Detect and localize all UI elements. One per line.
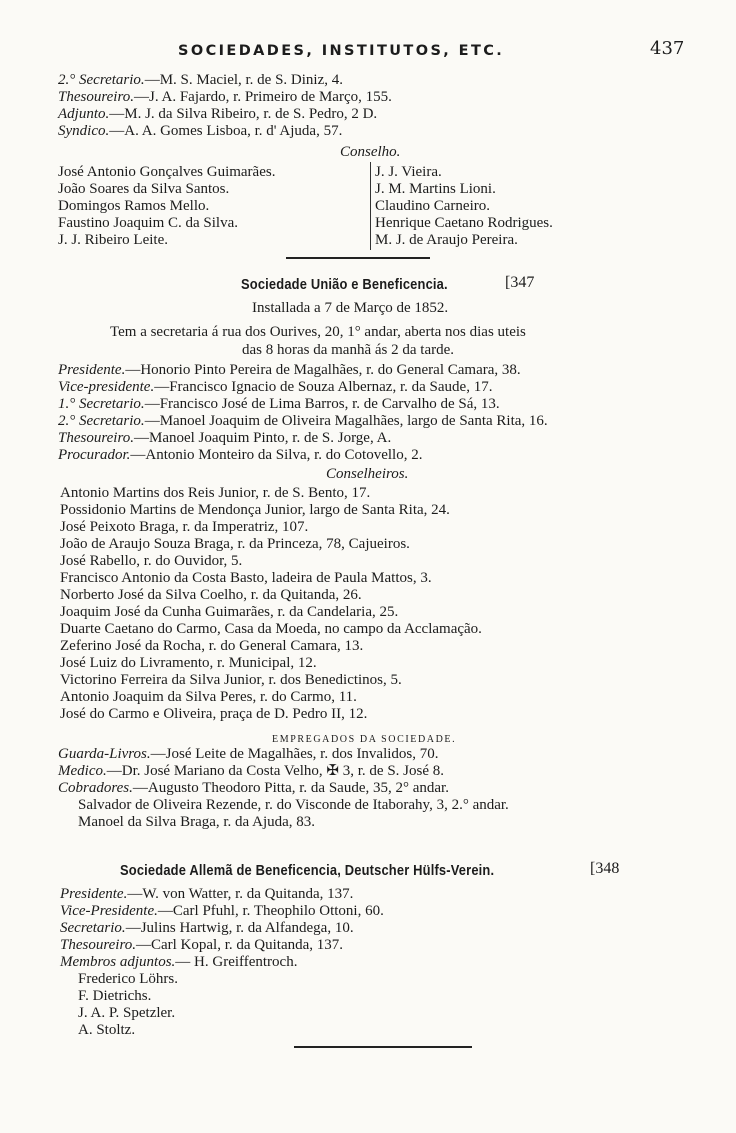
officer-role: Vice-Presidente. <box>60 903 158 919</box>
officer-role: Vice-presidente. <box>58 379 155 395</box>
officer-line <box>60 920 354 937</box>
officer-line <box>58 362 521 379</box>
council-member: Domingos Ramos Mello. <box>58 198 210 214</box>
officer-role: Thesoureiro. <box>60 937 136 953</box>
councillors-heading: Conselheiros. <box>326 466 409 482</box>
page-header <box>0 40 736 68</box>
employees-heading: EMPREGADOS DA SOCIEDADE. <box>272 734 457 745</box>
council-member: Henrique Caetano Rodrigues. <box>375 215 553 231</box>
officer-line <box>58 72 343 89</box>
council-member: Faustino Joaquim C. da Silva. <box>58 215 238 231</box>
officer-line <box>58 396 500 413</box>
officer-line <box>58 123 342 140</box>
councillor: João de Araujo Souza Braga, r. da Princeza, 78, Cajueiros. <box>60 536 410 552</box>
employee-line <box>58 746 439 763</box>
member: F. Dietrichs. <box>78 988 152 1004</box>
councillor: Antonio Joaquim da Silva Peres, r. do Carmo, 11. <box>60 689 357 705</box>
officer-line <box>58 379 492 396</box>
officer-text: —W. von Watter, r. da Quitanda, 137. <box>127 886 354 902</box>
collector: Salvador de Oliveira Rezende, r. do Visconde de Itaborahy, 3, 2.° andar. <box>78 797 509 813</box>
officer-line <box>60 903 384 920</box>
council-member: M. J. de Araujo Pereira. <box>375 232 518 248</box>
officer-role: 1.° Secretario. <box>58 396 145 412</box>
section-number: [347 <box>505 274 535 291</box>
officer-line <box>58 413 548 430</box>
councillor: Possidonio Martins de Mendonça Junior, largo de Santa Rita, 24. <box>60 502 450 518</box>
officer-text: —Antonio Monteiro da Silva, r. do Cotovello, 2. <box>130 447 423 463</box>
officer-text: —Francisco Ignacio de Souza Albernaz, r. da Saude, 17. <box>154 379 493 395</box>
council-member: J. J. Ribeiro Leite. <box>58 232 168 248</box>
officer-text: —Francisco José de Lima Barros, r. de Carvalho de Sá, 13. <box>144 396 500 412</box>
officer-line <box>58 447 422 464</box>
secretary-info: Tem a secretaria á rua dos Ourives, 20, 1° andar, aberta nos dias uteis <box>110 324 526 340</box>
employee-text: —Augusto Theodoro Pitta, r. da Saude, 35, 2° andar. <box>132 780 449 796</box>
officer-role: Procurador. <box>58 447 131 463</box>
employee-line <box>58 763 444 780</box>
officer-line <box>58 89 392 106</box>
running-title: SOCIEDADES, INSTITUTOS, ETC. <box>178 43 505 59</box>
member: J. A. P. Spetzler. <box>78 1005 176 1021</box>
council-member: José Antonio Gonçalves Guimarães. <box>58 164 276 180</box>
officer-role: Presidente. <box>58 362 126 378</box>
councillor: José Peixoto Braga, r. da Imperatriz, 107. <box>60 519 309 535</box>
councillor: Joaquim José da Cunha Guimarães, r. da Candelaria, 25. <box>60 604 399 620</box>
officer-role: 2.° Secretario. <box>58 413 145 429</box>
member: A. Stoltz. <box>78 1022 136 1038</box>
officer-role: Syndico. <box>58 123 110 139</box>
officer-role: Thesoureiro. <box>58 89 134 105</box>
councillor: José do Carmo e Oliveira, praça de D. Pedro II, 12. <box>60 706 368 722</box>
council-member: Claudino Carneiro. <box>375 198 490 214</box>
employee-line <box>58 780 449 797</box>
councillor: Victorino Ferreira da Silva Junior, r. dos Benedictinos, 5. <box>60 672 402 688</box>
collector: Manoel da Silva Braga, r. da Ajuda, 83. <box>78 814 316 830</box>
section-title: Sociedade União e Beneficencia. <box>241 276 448 293</box>
section-title: Sociedade Allemã de Beneficencia, Deutscher Hülfs-Verein. <box>120 862 495 879</box>
officer-text: —Carl Pfuhl, r. Theophilo Ottoni, 60. <box>157 903 384 919</box>
officer-text: —Julins Hartwig, r. da Alfandega, 10. <box>125 920 354 936</box>
officer-text: —A. A. Gomes Lisboa, r. d' Ajuda, 57. <box>109 123 343 139</box>
councillor: José Rabello, r. do Ouvidor, 5. <box>60 553 243 569</box>
column-divider <box>370 162 371 250</box>
council-member: João Soares da Silva Santos. <box>58 181 230 197</box>
page-number: 437 <box>650 38 685 59</box>
member: Frederico Löhrs. <box>78 971 178 987</box>
officer-text: —M. S. Maciel, r. de S. Diniz, 4. <box>144 72 344 88</box>
employee-text: —José Leite de Magalhães, r. dos Invalidos, 70. <box>150 746 439 762</box>
officer-text: —M. J. da Silva Ribeiro, r. de S. Pedro, 2 D. <box>109 106 378 122</box>
councillor: Francisco Antonio da Costa Basto, ladeira de Paula Mattos, 3. <box>60 570 432 586</box>
officer-role: Adjunto. <box>58 106 110 122</box>
officer-text: —J. A. Fajardo, r. Primeiro de Março, 155. <box>133 89 392 105</box>
officer-role: 2.° Secretario. <box>58 72 145 88</box>
secretary-hours: das 8 horas da manhã ás 2 da tarde. <box>242 342 455 358</box>
section-divider <box>286 257 430 259</box>
officer-role: Thesoureiro. <box>58 430 134 446</box>
officer-text: —Manoel Joaquim de Oliveira Magalhães, largo de Santa Rita, 16. <box>144 413 548 429</box>
section-divider <box>294 1046 472 1048</box>
councillor: Zeferino José da Rocha, r. do General Camara, 13. <box>60 638 364 654</box>
officer-role: Membros adjuntos. <box>60 954 176 970</box>
council-member: J. M. Martins Lioni. <box>375 181 496 197</box>
council-member: J. J. Vieira. <box>375 164 442 180</box>
councillor: José Luiz do Livramento, r. Municipal, 12. <box>60 655 317 671</box>
councillor: Norberto José da Silva Coelho, r. da Quitanda, 26. <box>60 587 362 603</box>
employee-role: Guarda-Livros. <box>58 746 151 762</box>
officer-text: —Manoel Joaquim Pinto, r. de S. Jorge, A. <box>133 430 392 446</box>
officer-text: —Carl Kopal, r. da Quitanda, 137. <box>135 937 344 953</box>
employee-role: Medico. <box>58 763 107 779</box>
officer-line <box>58 106 377 123</box>
officer-line <box>60 937 343 954</box>
section-number: [348 <box>590 860 620 877</box>
officer-line <box>58 430 391 447</box>
officer-role: Presidente. <box>60 886 128 902</box>
officer-line <box>60 954 297 971</box>
officer-text: —Honorio Pinto Pereira de Magalhães, r. do General Camara, 38. <box>125 362 521 378</box>
employee-text: —Dr. José Mariano da Costa Velho, ✠ 3, r. de S. José 8. <box>106 763 444 779</box>
installed-date: Installada a 7 de Março de 1852. <box>252 300 449 316</box>
councillor: Duarte Caetano do Carmo, Casa da Moeda, no campo da Acclamação. <box>60 621 482 637</box>
councillor: Antonio Martins dos Reis Junior, r. de S. Bento, 17. <box>60 485 371 501</box>
officer-text: — H. Greiffentroch. <box>175 954 298 970</box>
officer-line <box>60 886 353 903</box>
employee-role: Cobradores. <box>58 780 133 796</box>
council-heading: Conselho. <box>340 144 401 160</box>
officer-role: Secretario. <box>60 920 126 936</box>
